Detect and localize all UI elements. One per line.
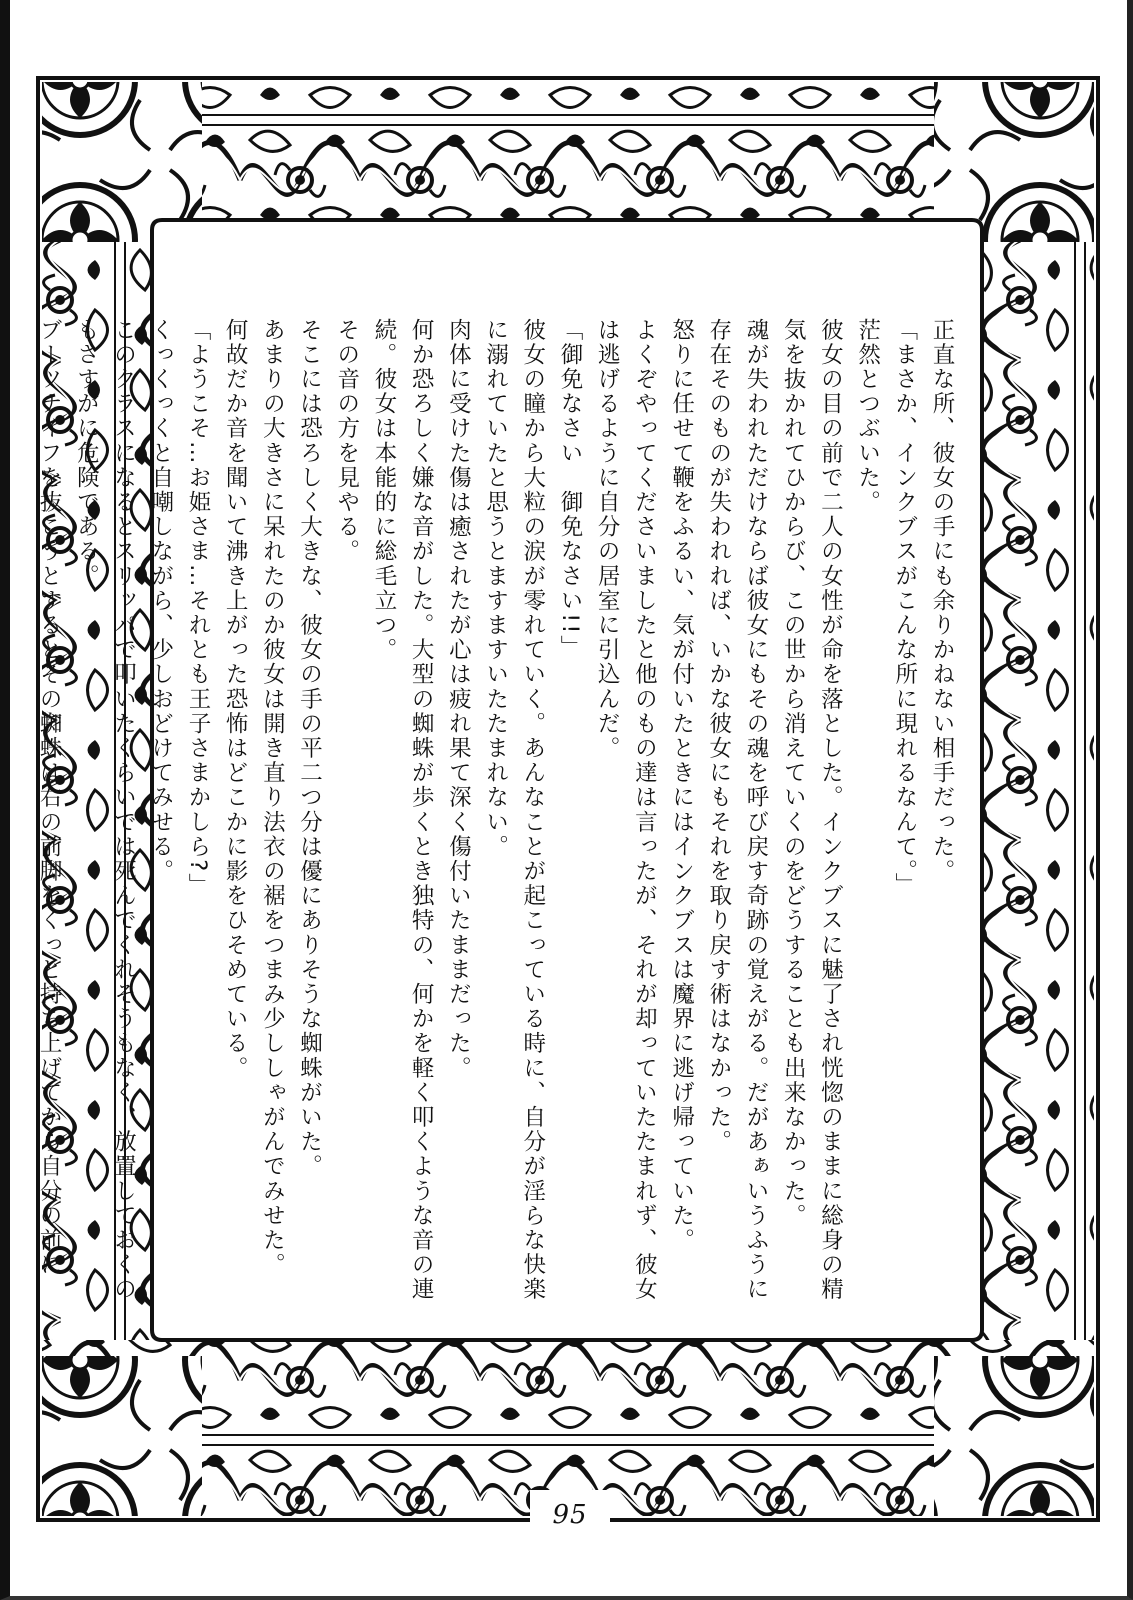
paragraph: このクラスになるとスリッパで叩いたくらいでは死んでくれそうもなく、放置しておくのもさすがに危険である。 <box>73 318 137 1302</box>
paragraph: その音の方を見やる。 <box>333 318 360 564</box>
vertical-story-text <box>30 318 960 1318</box>
paragraph: 怒りに任せて鞭をふるい、気が付いたときにはインクブスは魔界に逃げ帰っていた。 <box>668 318 695 1253</box>
paragraph: くっくっくと自嘲しながら、少しおどけてみせる。 <box>147 318 174 884</box>
paragraph: 正直な所、彼女の手にも余りかねない相手だった。 <box>929 318 955 884</box>
paragraph: よくぞやってくださいましたと他のもの達は言ったが、それが却っていたたまれず、彼女は逃げるように自分の居室に引込んだ。 <box>594 318 658 1302</box>
paragraph: 茫然とつぶいた。 <box>854 318 881 515</box>
paragraph: 彼女の瞳から大粒の涙が零れていく。あんなことが起こっている時に、自分が淫らな快楽に溺れていたと思うとますますいたたまれない。 <box>482 318 546 1302</box>
paragraph: そこには恐ろしく大きな、彼女の手の平二つ分は優にありそうな蜘蛛がいた。 <box>296 318 323 1179</box>
paragraph: 肉体に受けた傷は癒されたが心は疲れ果て深く傷付いたままだった。 <box>445 318 472 1081</box>
story-text-panel <box>36 318 960 1318</box>
paragraph: 魂が失われただけならば彼女にもその魂を呼び戻す奇跡の覚えがる。だがあぁいうふうに存在そのものが失われれば、いかな彼女にもそれを取り戻す術はなかった。 <box>705 318 769 1302</box>
paragraph: 何か恐ろしく嫌な音がした。大型の蜘蛛が歩くとき独特の、何かを軽く叩くような音の連続。彼女は本能的に総毛立つ。 <box>370 318 435 1302</box>
paragraph: 「まさか、インクブスがこんな所に現れるなんて。」 <box>891 318 918 898</box>
paragraph: 彼女の目の前で二人の女性が命を落とした。インクブスに魅了され恍惚のままに総身の精気を抜かれてひからび、この世から消えていくのをどうすることも出来なかった。 <box>780 318 844 1302</box>
paragraph: あまりの大きさに呆れたのか彼女は開き直り法衣の裾をつまみ少ししゃがんでみせた。 <box>259 318 286 1278</box>
paragraph: 「御免なさい 御免なさい!!」 <box>556 318 583 661</box>
page-number: 95 <box>552 1500 588 1530</box>
paragraph: 「ようこそ…お姫さま…それとも王子さまかしら?」 <box>184 318 211 898</box>
paragraph: ブーツナイフを抜こうとするとその蜘蛛は右の前脚をくっと持ち上げてから自分の前に <box>36 318 63 1278</box>
paragraph: 何故だか音を聞いて沸き上がった恐怖はどこかに影をひそめている。 <box>222 318 249 1081</box>
